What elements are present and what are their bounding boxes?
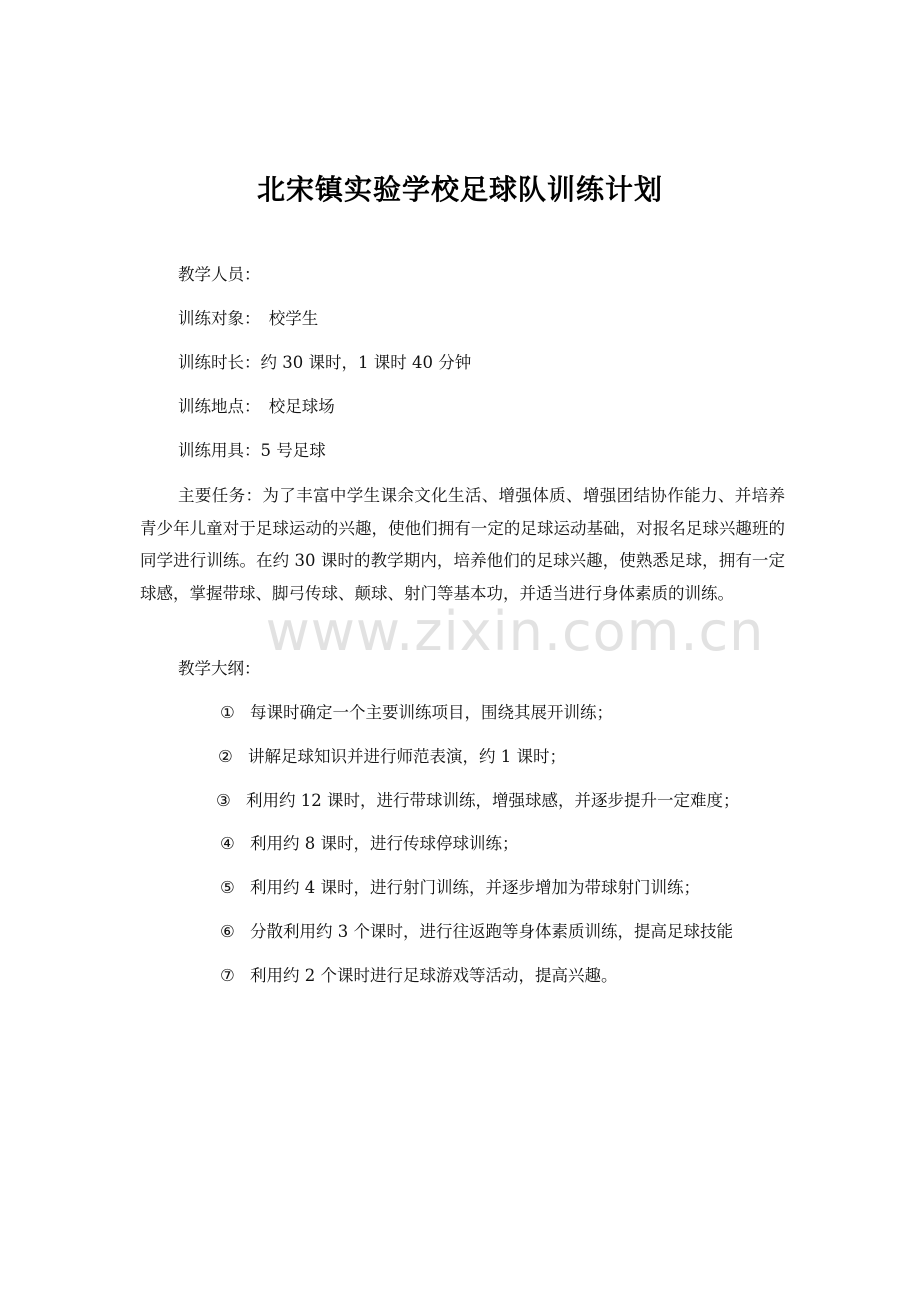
outline-item-text: 利用约 8 课时，进行传球停球训练； <box>250 834 519 853</box>
outline-item-number: ② <box>218 747 233 766</box>
field-training-equipment <box>178 441 326 461</box>
outline-item-number: ⑤ <box>220 878 235 897</box>
outline-item-text: 利用约 12 课时，进行带球训练，增强球感，并逐步提升一定难度； <box>246 791 740 810</box>
outline-item-text: 每课时确定一个主要训练项目，围绕其展开训练； <box>250 703 613 722</box>
field-value: 校足球场 <box>252 397 335 416</box>
outline-item-text: 讲解足球知识并进行师范表演，约 1 课时； <box>248 747 566 766</box>
outline-item <box>220 966 618 986</box>
main-task-text: 为了丰富中学生课余文化生活、增强体质、增强团结协作能力、并培养青少年儿童对于足球运动的兴趣，使他们拥有一定的足球运动基础，对报名足球兴趣班的同学进行训练。在约 30 课时的教学期内，培养他们的足球兴趣，使熟悉足球，拥有一定球感，掌握带球、脚弓传球、颠球、射门等基本功，并适当进行身体素质的训练。 <box>140 486 786 603</box>
field-teaching-staff <box>178 265 261 285</box>
outline-item-number: ④ <box>220 834 235 853</box>
outline-item <box>218 747 566 767</box>
outline-item <box>220 703 613 723</box>
watermark: www.zixin.com.cn <box>265 600 765 663</box>
outline-item-text: 分散利用约 3 个课时，进行往返跑等身体素质训练，提高足球技能 <box>250 922 733 941</box>
field-value: 校学生 <box>252 309 319 328</box>
main-task-paragraph <box>140 480 785 610</box>
field-label: 训练对象： <box>178 309 253 328</box>
outline-item-text: 利用约 2 个课时进行足球游戏等活动，提高兴趣。 <box>250 966 618 985</box>
outline-item-number: ③ <box>216 791 231 810</box>
field-label: 训练时长： <box>178 353 261 372</box>
outline-item <box>220 878 700 898</box>
field-value: 5 号足球 <box>260 441 326 460</box>
field-training-duration <box>178 353 471 373</box>
field-training-location <box>178 397 335 417</box>
main-task-label: 主要任务： <box>178 486 263 505</box>
field-value: 约 30 课时，1 课时 40 分钟 <box>260 353 472 372</box>
outline-item <box>220 834 519 854</box>
field-label: 训练用具： <box>178 441 261 460</box>
outline-label: 教学大纲： <box>178 659 261 678</box>
outline-item-text: 利用约 4 课时，进行射门训练，并逐步增加为带球射门训练； <box>250 878 700 897</box>
outline-item-number: ⑦ <box>220 966 235 985</box>
document-title: 北宋镇实验学校足球队训练计划 <box>256 173 663 206</box>
field-training-target <box>178 309 318 329</box>
outline-item <box>220 922 733 942</box>
outline-item-number: ① <box>220 703 235 722</box>
field-label: 教学人员： <box>178 265 261 284</box>
field-label: 训练地点： <box>178 397 253 416</box>
outline-item-number: ⑥ <box>220 922 235 941</box>
outline-item <box>216 791 740 811</box>
